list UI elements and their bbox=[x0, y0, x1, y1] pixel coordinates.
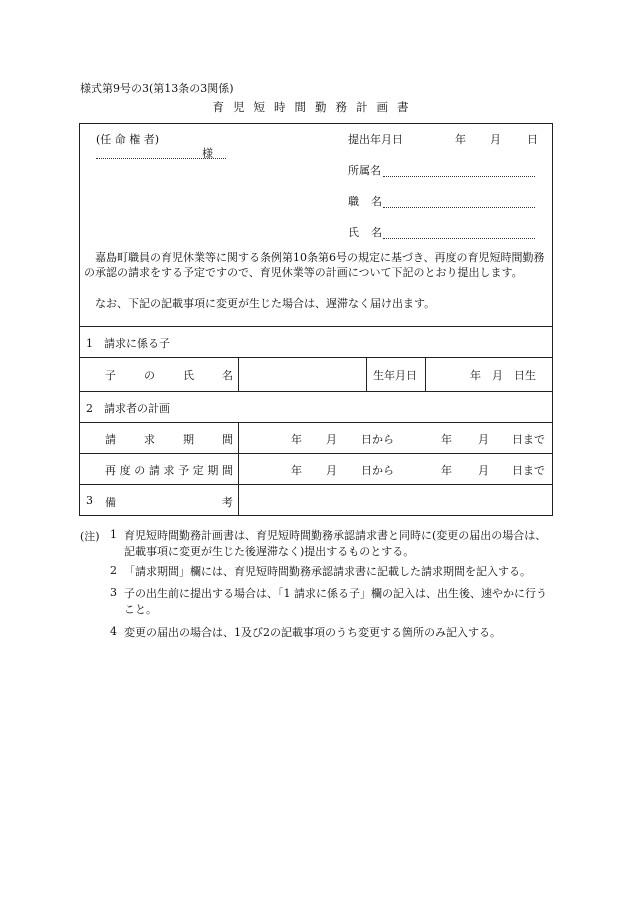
period-to-year[interactable]: 年 bbox=[441, 433, 452, 446]
period-from-month[interactable]: 月 bbox=[326, 433, 337, 446]
submit-date-label: 提出年月日 bbox=[348, 133, 403, 146]
period-from-day[interactable]: 日から bbox=[361, 433, 394, 446]
form-frame bbox=[79, 123, 553, 516]
re-request-label-char: 定 bbox=[192, 464, 204, 477]
remarks-field[interactable] bbox=[244, 489, 548, 511]
divider bbox=[79, 326, 553, 327]
position-label-char: 職 bbox=[348, 195, 359, 208]
divider bbox=[79, 484, 553, 485]
note-number: 3 bbox=[110, 586, 117, 599]
child-name-label-char: 氏 bbox=[183, 369, 194, 382]
period-to-day[interactable]: 日まで bbox=[512, 433, 545, 446]
affiliation-field[interactable] bbox=[383, 176, 535, 177]
child-name-label-char: の bbox=[144, 369, 155, 382]
note-number: 4 bbox=[110, 625, 117, 638]
period-from-year[interactable]: 年 bbox=[291, 433, 302, 446]
submit-month-label: 月 bbox=[490, 133, 501, 146]
re-request-period-label bbox=[105, 462, 233, 478]
section3-number: 3 bbox=[86, 494, 93, 507]
note-text: 変更の届出の場合は、1及び2の記載事項のうち変更する箇所のみ記入する。 bbox=[124, 626, 501, 639]
remarks-label-char: 考 bbox=[222, 496, 233, 509]
note-number: 1 bbox=[110, 528, 117, 541]
sama-label: 様 bbox=[202, 147, 213, 160]
page-title: 育児短時間勤務計画書 bbox=[212, 100, 418, 114]
re-period-to-year[interactable]: 年 bbox=[441, 464, 452, 477]
divider bbox=[79, 357, 553, 358]
section1-heading: 1 請求に係る子 bbox=[86, 337, 170, 350]
appointer-label: (任 命 権 者) bbox=[96, 133, 160, 146]
body-paragraph-2: なお、下記の記載事項に変更が生じた場合は、遅滞なく届け出ます。 bbox=[95, 297, 436, 310]
request-period-label-char: 請 bbox=[105, 433, 116, 446]
re-request-label-char: 再 bbox=[105, 464, 116, 477]
re-period-from-month[interactable]: 月 bbox=[326, 464, 337, 477]
submit-day-label: 日 bbox=[527, 133, 538, 146]
note-text: 育児短時間勤務計画書は、育児短時間勤務承認請求書と同時に(変更の届出の場合は、記載事項に変更が生じた後遅滞なく)提出するものとする。 bbox=[124, 529, 547, 558]
position-label bbox=[348, 193, 382, 209]
divider bbox=[366, 357, 367, 391]
note-number: 2 bbox=[110, 564, 117, 577]
re-period-to-day[interactable]: 日まで bbox=[512, 464, 545, 477]
child-name-label-char: 名 bbox=[222, 369, 233, 382]
form-number: 様式第9号の3(第13条の3関係) bbox=[80, 82, 234, 95]
divider bbox=[79, 391, 553, 392]
body-paragraph-1: 嘉島町職員の育児休業等に関する条例第10条第6号の規定に基づき、再度の育児短時間勤務の承認の請求をする予定ですので、育児休業等の計画について下記のとおり提出します。 bbox=[84, 251, 545, 279]
position-field[interactable] bbox=[383, 207, 535, 208]
divider bbox=[238, 357, 239, 391]
note-text: 子の出生前に提出する場合は、「1 請求に係る子」欄の記入は、出生後、速やかに行うこと。 bbox=[124, 587, 547, 616]
request-period-label-char: 求 bbox=[144, 433, 155, 446]
re-request-label-char: の bbox=[134, 464, 146, 477]
re-period-from-year[interactable]: 年 bbox=[291, 464, 302, 477]
child-name-label-char: 子 bbox=[105, 369, 116, 382]
notes-label: (注) bbox=[80, 530, 100, 543]
divider bbox=[79, 453, 553, 454]
divider bbox=[79, 422, 553, 423]
section2-heading: 2 請求者の計画 bbox=[86, 402, 170, 415]
submit-year-label: 年 bbox=[455, 133, 466, 146]
position-label-char: 名 bbox=[371, 195, 382, 208]
re-period-from-day[interactable]: 日から bbox=[361, 464, 394, 477]
re-period-to-month[interactable]: 月 bbox=[478, 464, 489, 477]
child-name-field[interactable] bbox=[244, 362, 364, 386]
remarks-label-char: 備 bbox=[105, 496, 116, 509]
affiliation-label: 所属名 bbox=[348, 164, 381, 177]
birth-date-value[interactable]: 年 月 日生 bbox=[470, 369, 536, 382]
child-name-label bbox=[105, 367, 233, 383]
re-request-label-char: 請 bbox=[148, 464, 160, 477]
request-period-label-char: 間 bbox=[222, 433, 233, 446]
birth-date-label: 生年月日 bbox=[373, 369, 417, 382]
period-to-month[interactable]: 月 bbox=[478, 433, 489, 446]
name-label-char: 氏 bbox=[348, 226, 359, 239]
re-request-label-char: 間 bbox=[222, 464, 233, 477]
re-request-label-char: 予 bbox=[178, 464, 190, 477]
name-label bbox=[348, 224, 382, 240]
name-field[interactable] bbox=[383, 238, 535, 239]
re-request-label-char: 度 bbox=[119, 464, 131, 477]
re-request-label-char: 求 bbox=[163, 464, 175, 477]
request-period-label-char: 期 bbox=[183, 433, 194, 446]
divider bbox=[425, 357, 426, 391]
request-period-label bbox=[105, 431, 233, 447]
note-text: 「請求期間」欄には、育児短時間勤務承認請求書に記載した請求期間を記入する。 bbox=[124, 565, 531, 578]
divider bbox=[238, 422, 239, 516]
remarks-label bbox=[105, 494, 233, 510]
re-request-label-char: 期 bbox=[207, 464, 219, 477]
name-label-char: 名 bbox=[371, 226, 382, 239]
